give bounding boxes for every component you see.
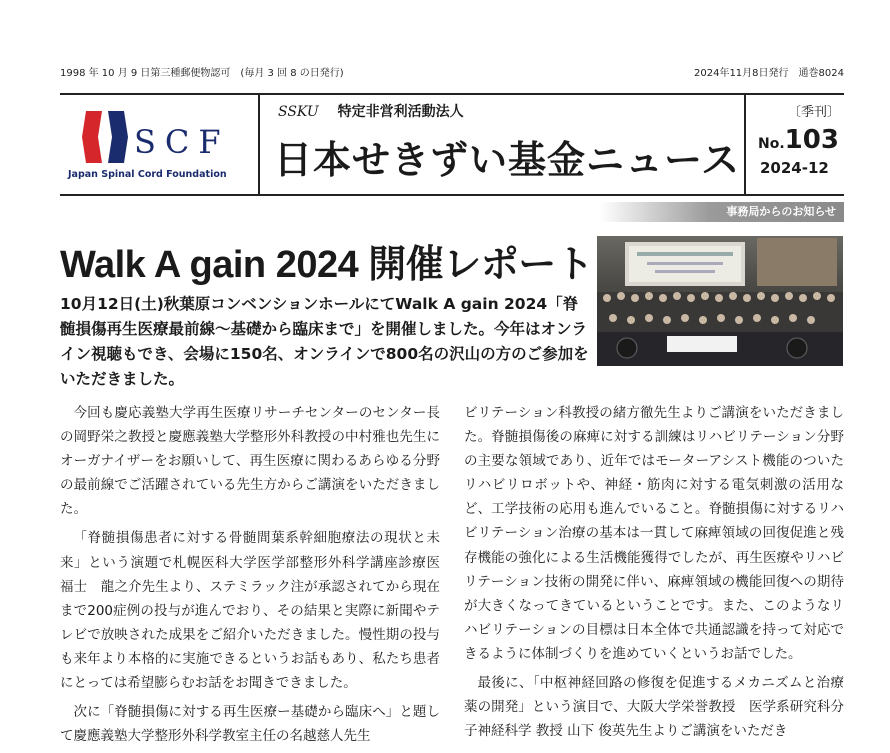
body-left-column <box>60 401 454 753</box>
issue-kind: 〔季刊〕 <box>787 105 840 120</box>
article-headline: Walk A gain 2024 開催レポート <box>60 244 594 286</box>
postal-permit-text: 1998 年 10 月 9 日第三種郵便物認可 (毎月 3 回 8 の日発行) <box>60 68 344 79</box>
title-box <box>260 95 746 194</box>
newsletter-title: 日本せきずい基金ニュース <box>274 137 741 182</box>
notice-label: 事務局からのお知らせ <box>726 205 836 218</box>
notice-banner <box>600 202 844 222</box>
org-line <box>278 101 464 121</box>
issue-number <box>758 125 839 155</box>
issue-number-value: 103 <box>784 125 839 155</box>
publication-date-text: 2024年11月8日発行 通巻8024 <box>694 68 844 79</box>
ssku-label: SSKU <box>278 104 319 120</box>
body-paragraph: 次に「脊髄損傷に対する再生医療ー基礎から臨床へ」と題して慶應義塾大学整形外科学教室主任の名越慈人先生 <box>60 704 440 745</box>
issue-date: 2024-12 <box>760 159 829 177</box>
body-paragraph-continued: ビリテーション科教授の緒方徹先生よりご講演をいただきました。脊髄損傷後の麻痺に対する訓練はリハビリテーション分野の主要な領域であり、近年ではモーターアシスト機能のついたリハビリロボットや、神経・筋肉に対する電気刺激の活用など、工学技術の応用も進んでいること。脊髄損傷に対するリハビリテーション治療の基本は一貫して麻痺領域の回復促進と残存機能の強化による生活機能獲得でしたが、再生医療やリハビリテーション技術の開発に伴い、麻痺領域の機能回復への期待が大きくなってきているということです。また、このようなリハビリテーションの目標は日本全体で共通認識を持って対応できるように体制づくりを進めていくというお話でした。 <box>464 405 844 662</box>
scf-logo <box>60 95 260 194</box>
body-right-column <box>464 401 844 748</box>
masthead <box>60 93 844 196</box>
issue-number-prefix: No. <box>758 136 785 152</box>
event-photo <box>597 236 843 366</box>
scf-emblem-icon <box>78 107 134 167</box>
logo-letters: SCF <box>134 123 230 161</box>
body-paragraph: 最後に、「中枢神経回路の修復を促進するメカニズムと治療薬の開発」という演目で、大阪大学栄誉教授 医学系研究科分子神経科学 教授 山下 俊英先生よりご講演をいただき <box>464 675 844 740</box>
logo-english-name: Japan Spinal Cord Foundation <box>68 169 227 180</box>
article-lead: 10月12日(土)秋葉原コンベンションホールにてWalk A gain 2024「脊髄損傷再生医療最前線〜基礎から臨床まで」を開催しました。今年はオンライン視聴もでき、会場に150名、オンラインで800名の沢山の方のご参加をいただきました。 <box>60 295 589 388</box>
issue-box <box>746 95 844 194</box>
event-photo-image <box>597 236 843 366</box>
org-type-label: 特定非営利活動法人 <box>337 104 464 120</box>
body-paragraph: 「脊髄損傷患者に対する骨髄間葉系幹細胞療法の現状と未来」という演題で札幌医科大学医学部整形外科学講座診療医 福士 龍之介先生より、ステミラック注が承認されてから現在まで200症例の投与が進んでおり、その結果と実際に新聞やテレビで放映された成果をご紹介いただきました。慢性期の投与も来年より本格的に実施できるというお話もあり、私たち患者にとっては希望膨らむお話をお聞きできました。 <box>60 530 454 692</box>
body-paragraph: 今回も慶応義塾大学再生医療リサーチセンターのセンター長の岡野栄之教授と慶應義塾大学整形外科教授の中村雅也先生にオーガナイザーをお願いして、再生医療に関わるあらゆる分野の最前線でご活躍されている先生方からご講演をいただきました。 <box>60 405 440 518</box>
